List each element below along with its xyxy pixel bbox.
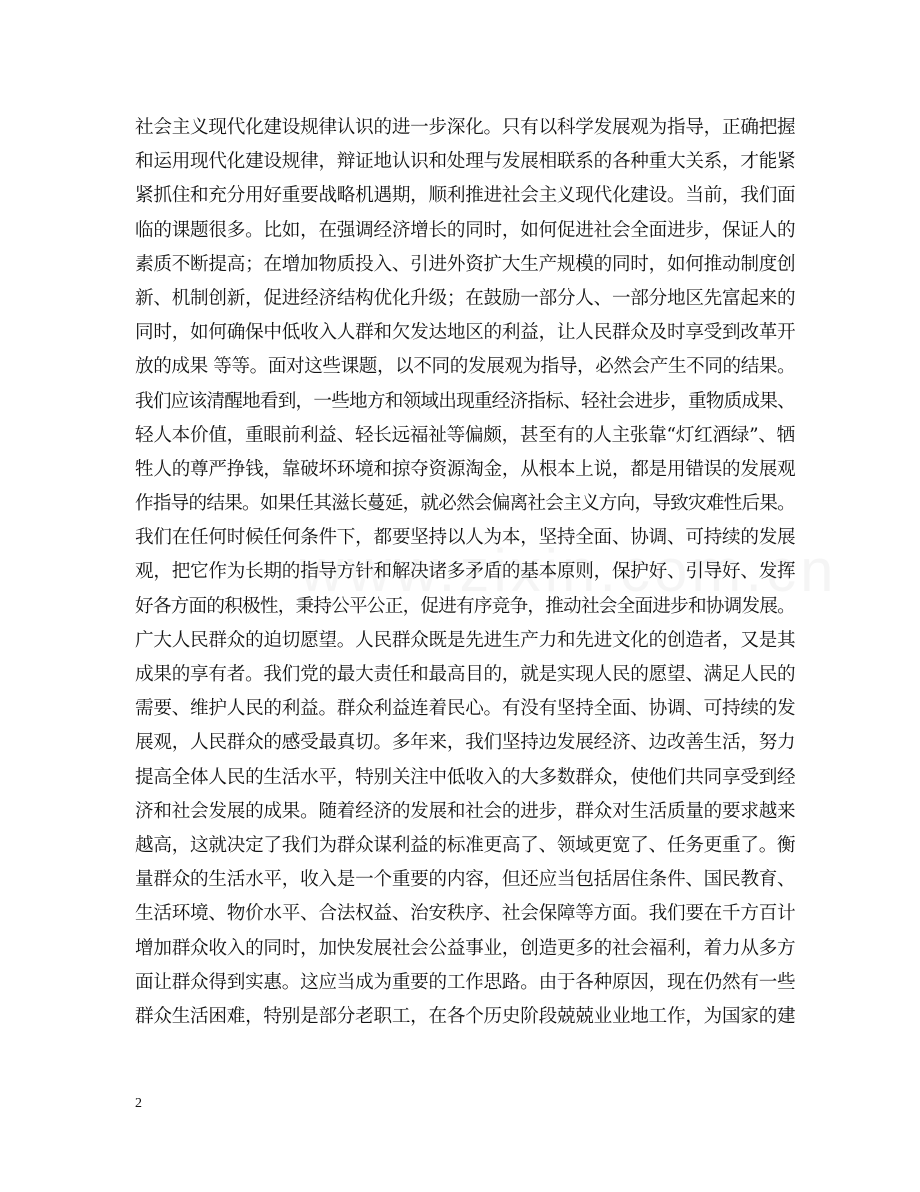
page-number: 2: [135, 1096, 142, 1111]
text-line: 素质不断提高；在增加物质投入、引进外资扩大生产规模的同时，如何推动制度创: [135, 253, 795, 275]
text-line: 量群众的生活水平，收入是一个重要的内容，但还应当包括居住条件、国民教育、: [135, 869, 795, 891]
text-line: 生活环境、物价水平、合法权益、治安秩序、社会保障等方面。我们要在千方百计: [135, 903, 795, 925]
text-line: 同时，如何确保中低收入人群和欠发达地区的利益，让人民群众及时享受到改革开: [135, 322, 795, 344]
text-line: 广大人民群众的迫切愿望。人民群众既是先进生产力和先进文化的创造者，又是其: [135, 629, 795, 651]
text-line: 好各方面的积极性，秉持公平公正，促进有序竞争，推动社会全面进步和协调发展。: [135, 595, 795, 617]
text-line: 牲人的尊严挣钱，靠破坏环境和掠夺资源淘金，从根本上说，都是用错误的发展观: [135, 458, 795, 480]
text-line: 增加群众收入的同时，加快发展社会公益事业，创造更多的社会福利，着力从多方: [135, 937, 795, 959]
text-line: 我们在任何时候任何条件下，都要坚持以人为本，坚持全面、协调、可持续的发展: [135, 527, 795, 549]
text-line: 需要、维护人民的利益。群众利益连着民心。有没有坚持全面、协调、可持续的发: [135, 698, 795, 720]
text-line: 轻人本价值，重眼前利益、轻长远福祉等偏颇，甚至有的人主张靠“灯红酒绿”、牺: [135, 424, 795, 446]
body-text: [135, 111, 795, 1034]
text-line: 越高，这就决定了我们为群众谋利益的标准更高了、领域更宽了、任务更重了。衡: [135, 834, 795, 856]
text-line: 临的课题很多。比如，在强调经济增长的同时，如何促进社会全面进步，保证人的: [135, 219, 795, 241]
text-line: 成果的享有者。我们党的最大责任和最高目的，就是实现人民的愿望、满足人民的: [135, 664, 795, 685]
text-line: 提高全体人民的生活水平，特别关注中低收入的大多数群众，使他们共同享受到经: [135, 766, 795, 788]
text-line: 观，把它作为长期的指导方针和解决诸多矛盾的基本原则，保护好、引导好、发挥: [135, 561, 795, 583]
text-line: 作指导的结果。如果任其滋长蔓延，就必然会偏离社会主义方向，导致灾难性后果。: [135, 493, 795, 515]
text-line: 紧抓住和充分用好重要战略机遇期，顺利推进社会主义现代化建设。当前，我们面: [135, 185, 795, 207]
text-line: 群众生活困难，特别是部分老职工，在各个历史阶段兢兢业业地工作，为国家的建: [135, 1005, 795, 1027]
text-line: 放的成果 等等。面对这些课题，以不同的发展观为指导，必然会产生不同的结果。: [135, 356, 795, 378]
text-line: 面让群众得到实惠。这应当成为重要的工作思路。由于各种原因，现在仍然有一些: [135, 971, 795, 993]
text-line: 济和社会发展的成果。随着经济的发展和社会的进步，群众对生活质量的要求越来: [135, 800, 795, 822]
text-line: 展观，人民群众的感受最真切。多年来，我们坚持边发展经济、边改善生活，努力: [135, 732, 795, 754]
text-line: 新、机制创新，促进经济结构优化升级；在鼓励一部分人、一部分地区先富起来的: [135, 287, 795, 309]
text-line: 社会主义现代化建设规律认识的进一步深化。只有以科学发展观为指导，正确把握: [135, 117, 795, 138]
text-line: 我们应该清醒地看到，一些地方和领域出现重经济指标、轻社会进步，重物质成果、: [135, 390, 795, 412]
text-line: 和运用现代化建设规律，辩证地认识和处理与发展相联系的各种重大关系，才能紧: [135, 151, 795, 173]
